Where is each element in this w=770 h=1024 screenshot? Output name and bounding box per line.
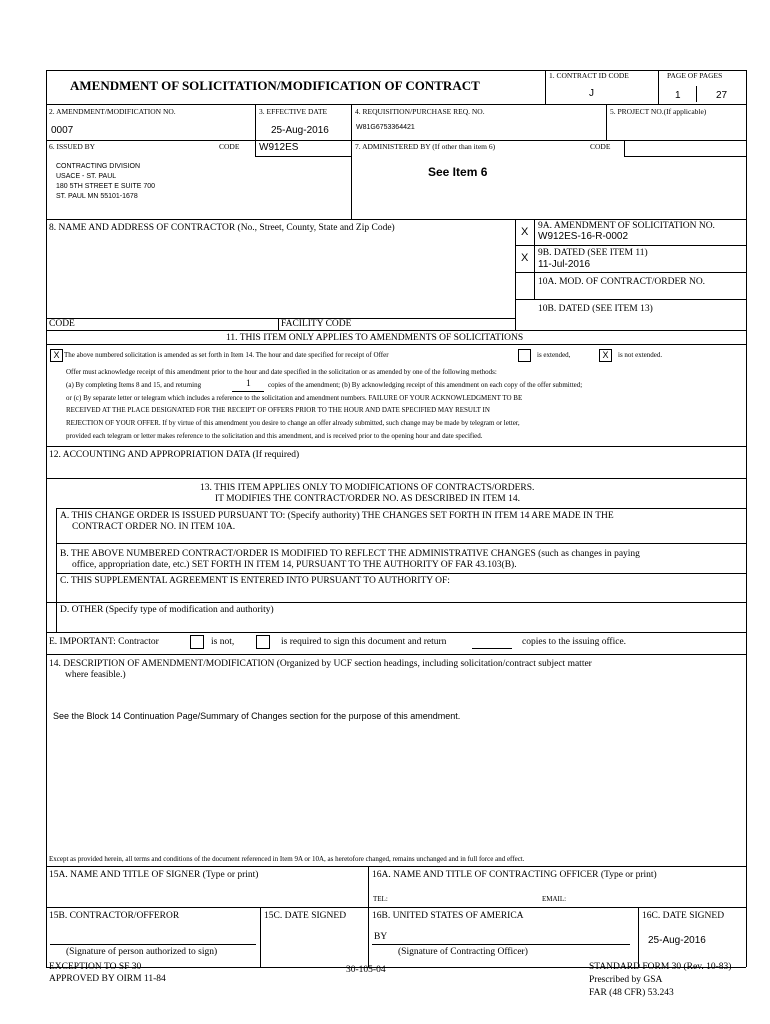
footer-form-number: 30-105-04	[346, 965, 386, 975]
item-14-body: See the Block 14 Continuation Page/Summary of Changes section for the purpose of this amendment.	[53, 711, 461, 721]
officer-name-label: 16A. NAME AND TITLE OF CONTRACTING OFFICER (Type or print)	[372, 870, 657, 880]
effective-date-label: 3. EFFECTIVE DATE	[259, 107, 328, 116]
copies-to-office-text: copies to the issuing office.	[522, 637, 627, 647]
item-11-line-3: or (c) By separate letter or telegram which includes a reference to the solicitation and amendment numbers. FAILURE OF YOUR ACKNOWLEDGMENT TO BE	[66, 394, 523, 402]
item-13b-line-1: B. THE ABOVE NUMBERED CONTRACT/ORDER IS MODIFIED TO REFLECT THE ADMINISTRATIVE CHANGES (such as changes in paying	[60, 549, 640, 559]
item-13c-line: C. THIS SUPPLEMENTAL AGREEMENT IS ENTERED INTO PURSUANT TO AUTHORITY OF:	[60, 576, 450, 586]
issued-by-label: 6. ISSUED BY	[49, 142, 96, 151]
item-14-label-line-2: where feasible.)	[65, 670, 126, 680]
officer-date-signed-label: 16C. DATE SIGNED	[642, 911, 725, 921]
contractor-code-label: CODE	[49, 319, 75, 329]
item-10a-label: 10A. MOD. OF CONTRACT/ORDER NO.	[538, 277, 706, 287]
contract-id-code-value: J	[589, 88, 594, 99]
item-9a-value: W912ES-16-R-0002	[538, 231, 629, 242]
item-13a-line-2: CONTRACT ORDER NO. IN ITEM 10A.	[72, 522, 236, 532]
item-11-heading: 11. THIS ITEM ONLY APPLIES TO AMENDMENTS OF SOLICITATIONS	[226, 333, 524, 343]
important-label: E. IMPORTANT: Contractor	[49, 637, 159, 647]
by-label: BY	[374, 932, 388, 942]
contractor-name-address-label: 8. NAME AND ADDRESS OF CONTRACTOR (No., Street, County, State and Zip Code)	[49, 223, 395, 233]
administered-by-value: See Item 6	[428, 165, 488, 179]
amendment-no-label: 2. AMENDMENT/MODIFICATION NO.	[49, 107, 176, 116]
is-not-text: is not,	[211, 637, 235, 647]
item-13-heading-1: 13. THIS ITEM APPLIES ONLY TO MODIFICATIONS OF CONTRACTS/ORDERS.	[200, 483, 535, 493]
is-not-checkbox[interactable]	[190, 635, 204, 649]
amendment-no-value: 0007	[51, 125, 74, 136]
item-11-line-5: REJECTION OF YOUR OFFER. If by virtue of this amendment you desire to change an offer already submitted, such change may be made by telegram or letter,	[66, 419, 520, 427]
officer-date-signed-value: 25-Aug-2016	[648, 935, 706, 946]
not-extended-text: is not extended.	[618, 351, 663, 359]
project-no-label: 5. PROJECT NO.(If applicable)	[610, 107, 707, 116]
requisition-label: 4. REQUISITION/PURCHASE REQ. NO.	[355, 107, 485, 116]
item-11-line-2a: (a) By completing Items 8 and 15, and returning	[66, 381, 202, 389]
tel-label: TEL:	[373, 895, 388, 903]
not-extended-checkbox[interactable]: X	[599, 349, 612, 362]
is-required-text: is required to sign this document and return	[281, 637, 447, 647]
item-14-label-line-1: 14. DESCRIPTION OF AMENDMENT/MODIFICATION (Organized by UCF section headings, including solicitation/contract subject matter	[49, 659, 592, 669]
total-pages: 27	[716, 90, 728, 101]
effective-date-value: 25-Aug-2016	[271, 125, 329, 136]
amended-checkbox[interactable]: X	[50, 349, 63, 362]
usa-label: 16B. UNITED STATES OF AMERICA	[372, 911, 524, 921]
item-13b-line-2: office, appropriation date, etc.) SET FORTH IN ITEM 14, PURSUANT TO THE AUTHORITY OF FAR 43.103(B).	[72, 560, 517, 570]
administered-by-code-label: CODE	[590, 142, 611, 151]
contract-id-code-label: 1. CONTRACT ID CODE	[549, 71, 629, 80]
is-extended-text: is extended,	[537, 351, 571, 359]
requisition-value: W81G6753364421	[356, 124, 415, 131]
footer-prescribed-by: Prescribed by GSA	[589, 975, 663, 985]
footer-exception: EXCEPTION TO SF 30	[49, 962, 142, 972]
item-9a-checkmark: X	[521, 226, 529, 238]
amended-text: The above numbered solicitation is amended as set forth in Item 14. The hour and date specified for receipt of Offer	[64, 351, 389, 359]
facility-code-label: FACILITY CODE	[281, 319, 352, 329]
is-required-checkbox[interactable]	[256, 635, 270, 649]
item-13d-line: D. OTHER (Specify type of modification and authority)	[60, 605, 274, 615]
item-13a-line-1: A. THIS CHANGE ORDER IS ISSUED PURSUANT TO: (Specify authority) THE CHANGES SET FORTH IN ITEM 14 ARE MADE IN THE	[60, 511, 614, 521]
item-12-label: 12. ACCOUNTING AND APPROPRIATION DATA (If required)	[49, 450, 300, 460]
contractor-offeror-label: 15B. CONTRACTOR/OFFEROR	[49, 911, 180, 921]
item-11-line-1: Offer must acknowledge receipt of this amendment prior to the hour and date specified in the solicitation or as amended by one of the following methods:	[66, 368, 497, 376]
item-9a-label: 9A. AMENDMENT OF SOLICITATION NO.	[538, 221, 715, 231]
email-label: EMAIL:	[542, 895, 567, 903]
issuer-line-4: ST. PAUL MN 55101-1678	[56, 193, 138, 200]
administered-by-label: 7. ADMINISTERED BY (If other than item 6)	[355, 142, 496, 151]
item-9b-checkmark: X	[521, 252, 529, 264]
issuer-line-3: 180 5TH STREET E SUITE 700	[56, 183, 156, 190]
issuer-line-2: USACE - ST. PAUL	[56, 173, 117, 180]
signer-name-label: 15A. NAME AND TITLE OF SIGNER (Type or print)	[49, 870, 259, 880]
page-of-pages-label: PAGE OF PAGES	[667, 71, 723, 80]
page-number: 1	[675, 90, 681, 101]
contractor-signature-caption: (Signature of person authorized to sign)	[66, 947, 218, 957]
form-title: AMENDMENT OF SOLICITATION/MODIFICATION OF CONTRACT	[70, 78, 480, 93]
footer-approved: APPROVED BY OIRM 11-84	[49, 974, 166, 984]
issued-by-code-value: W912ES	[259, 142, 299, 153]
footer-far: FAR (48 CFR) 53.243	[589, 988, 674, 998]
item-11-line-6: provided each telegram or letter makes reference to the solicitation and this amendment, and is received prior to the opening hour and date specified.	[66, 432, 483, 440]
copies-count: 1	[246, 379, 251, 389]
item-10b-label: 10B. DATED (SEE ITEM 13)	[538, 304, 653, 314]
item-14-footer: Except as provided herein, all terms and conditions of the document referenced in Item 9A or 10A, as heretofore changed, remains unchanged and in full force and effect.	[49, 855, 525, 863]
issuer-line-1: CONTRACTING DIVISION	[56, 163, 141, 170]
officer-signature-caption: (Signature of Contracting Officer)	[398, 947, 528, 957]
item-11-line-2b: copies of the amendment; (b) By acknowledging receipt of this amendment on each copy of the offer submitted;	[268, 381, 583, 389]
contractor-date-signed-label: 15C. DATE SIGNED	[264, 911, 347, 921]
footer-standard-form: STANDARD FORM 30 (Rev. 10-83)	[589, 962, 732, 972]
issued-by-code-label: CODE	[219, 142, 240, 151]
item-9b-label: 9B. DATED (SEE ITEM 11)	[538, 248, 648, 258]
is-extended-checkbox[interactable]	[518, 349, 531, 362]
item-9b-value: 11-Jul-2016	[538, 259, 591, 270]
item-11-line-4: RECEIVED AT THE PLACE DESIGNATED FOR THE RECEIPT OF OFFERS PRIOR TO THE HOUR AND DATE SPECIFIED MAY RESULT IN	[66, 406, 490, 414]
item-13-heading-2: IT MODIFIES THE CONTRACT/ORDER NO. AS DESCRIBED IN ITEM 14.	[215, 494, 520, 504]
